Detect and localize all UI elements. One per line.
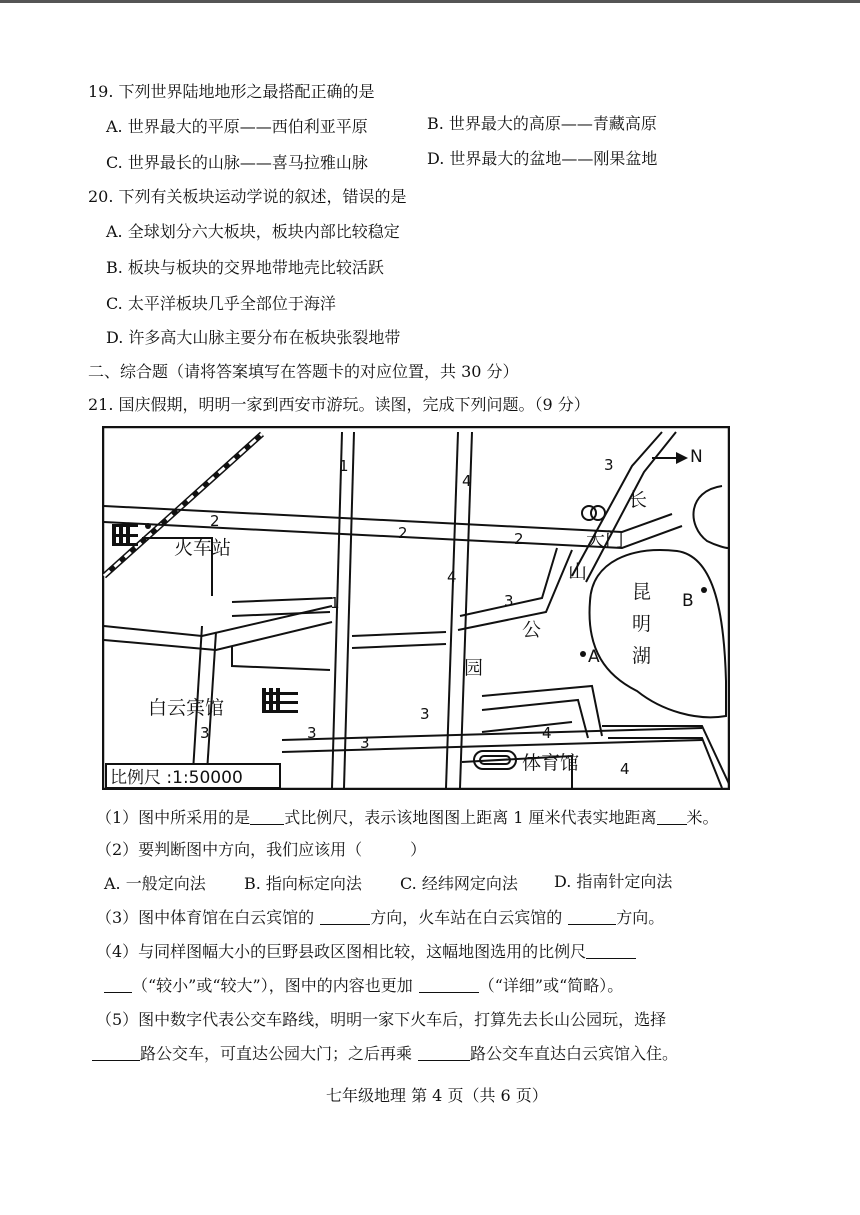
q20-option-c: C. 太平洋板块几乎全部位于海洋 — [106, 294, 336, 313]
q21-part3 — [96, 908, 664, 928]
q21-part2-option-c: C. 经纬网定向法 — [400, 874, 518, 893]
answer-blank[interactable] — [419, 976, 479, 993]
q21-part2-option-a: A. 一般定向法 — [104, 874, 206, 893]
answer-blank[interactable] — [320, 908, 370, 925]
q21-part1-text-b: 式比例尺，表示该地图图上距离 1 厘米代表实地距离 — [284, 808, 657, 827]
point-b-dot — [701, 587, 707, 593]
hotel-label: 白云宾馆 — [148, 697, 225, 719]
q21-part4-line2 — [104, 976, 623, 996]
train-station-label: 火车站 — [174, 537, 232, 559]
q21-part5-text-b: 路公交车，可直达公园大门；之后再乘 — [140, 1044, 413, 1063]
q21-part5-line1: （5）图中数字代表公交车路线，明明一家下火车后，打算先去长山公园玩，选择 — [96, 1010, 667, 1029]
scale-label: 比例尺 :1:50000 — [110, 768, 243, 788]
route-label: 1 — [339, 457, 349, 475]
q20-option-b: B. 板块与板块的交界地带地壳比较活跃 — [106, 258, 384, 277]
route-label: 3 — [307, 724, 317, 742]
q19-option-b: B. 世界最大的高原——青藏高原 — [427, 114, 657, 133]
route-label: 2 — [210, 512, 220, 530]
q21-part4-text-a: （4）与同样图幅大小的巨野县政区图相比较，这幅地图选用的比例尺 — [96, 942, 587, 961]
q21-part3-text-a: （3）图中体育馆在白云宾馆的 — [96, 908, 315, 927]
q21-part3-text-b: 方向，火车站在白云宾馆的 — [370, 908, 563, 927]
answer-blank-continued[interactable] — [104, 976, 132, 993]
q21-stem: 21. 国庆假期，明明一家到西安市游玩。读图，完成下列问题。（9 分） — [88, 395, 590, 414]
park-label-char: 山 — [568, 561, 588, 583]
q20-stem: 20. 下列有关板块运动学说的叙述，错误的是 — [88, 187, 407, 206]
route-label: 2 — [398, 524, 408, 542]
answer-blank[interactable] — [586, 942, 636, 959]
answer-blank[interactable] — [657, 808, 687, 825]
answer-blank[interactable] — [250, 808, 284, 825]
map-frame — [103, 427, 729, 789]
q19-stem: 19. 下列世界陆地地形之最搭配正确的是 — [88, 82, 375, 101]
route-label: 4 — [542, 724, 552, 742]
q21-part4-text-b: （“较小”或“较大”），图中的内容也更加 — [132, 976, 413, 995]
point-a-label: A — [588, 647, 600, 667]
route-label: 2 — [514, 530, 524, 548]
route-label: 4 — [447, 568, 457, 586]
q21-part5-text-c: 路公交车直达白云宾馆入住。 — [470, 1044, 679, 1063]
route-label: 3 — [420, 705, 430, 723]
route-label: 3 — [360, 734, 370, 752]
q21-part1-text-c: 米。 — [686, 808, 719, 827]
route-label: 4 — [462, 472, 472, 490]
section-2-heading: 二、综合题（请将答案填写在答题卡的对应位置，共 30 分） — [88, 362, 519, 381]
route-label: 3 — [504, 592, 514, 610]
answer-blank[interactable] — [568, 908, 616, 925]
lake-label-char: 昆 — [632, 581, 652, 603]
q21-part2-stem: （2）要判断图中方向，我们应该用（ ） — [96, 840, 427, 859]
q21-part3-text-c: 方向。 — [616, 908, 665, 927]
park-label-char: 公 — [522, 619, 542, 641]
q19-option-d: D. 世界最大的盆地——刚果盆地 — [427, 149, 658, 168]
q21-part4-text-c: （“详细”或“简略）。 — [478, 976, 624, 995]
q21-part1-text-a: （1）图中所采用的是 — [96, 808, 251, 827]
q21-part2-option-d: D. 指南针定向法 — [554, 872, 673, 891]
point-a-dot — [580, 651, 586, 657]
city-map — [102, 426, 730, 790]
point-b-label: B — [682, 591, 694, 611]
gate-label: 大门 — [586, 529, 625, 551]
answer-blank[interactable] — [418, 1044, 470, 1061]
park-label-char: 园 — [464, 657, 484, 679]
route-label: 3 — [604, 456, 614, 474]
north-label: N — [690, 447, 703, 467]
q19-option-a: A. 世界最大的平原——西伯利亚平原 — [106, 117, 368, 136]
q21-part2-option-b: B. 指向标定向法 — [244, 874, 362, 893]
route-label: 1 — [330, 594, 340, 612]
stadium-label: 体育馆 — [522, 752, 580, 774]
station-dot — [145, 523, 151, 529]
q21-part1 — [96, 808, 719, 828]
q21-part5-line2 — [92, 1044, 678, 1064]
q20-option-d: D. 许多高大山脉主要分布在板块张裂地带 — [106, 328, 401, 347]
lake-label-char: 湖 — [632, 645, 652, 667]
page-top-border — [0, 0, 860, 3]
route-label: 4 — [620, 760, 630, 778]
answer-blank[interactable] — [92, 1044, 140, 1061]
park-label-char: 长 — [628, 489, 648, 511]
lake-label-char: 明 — [632, 613, 652, 635]
route-label: 3 — [200, 724, 210, 742]
q20-option-a: A. 全球划分六大板块，板块内部比较稳定 — [106, 222, 400, 241]
q19-option-c: C. 世界最长的山脉——喜马拉雅山脉 — [106, 153, 368, 172]
page-footer: 七年级地理 第 4 页（共 6 页） — [326, 1086, 548, 1105]
q21-part4-line1 — [96, 942, 636, 962]
